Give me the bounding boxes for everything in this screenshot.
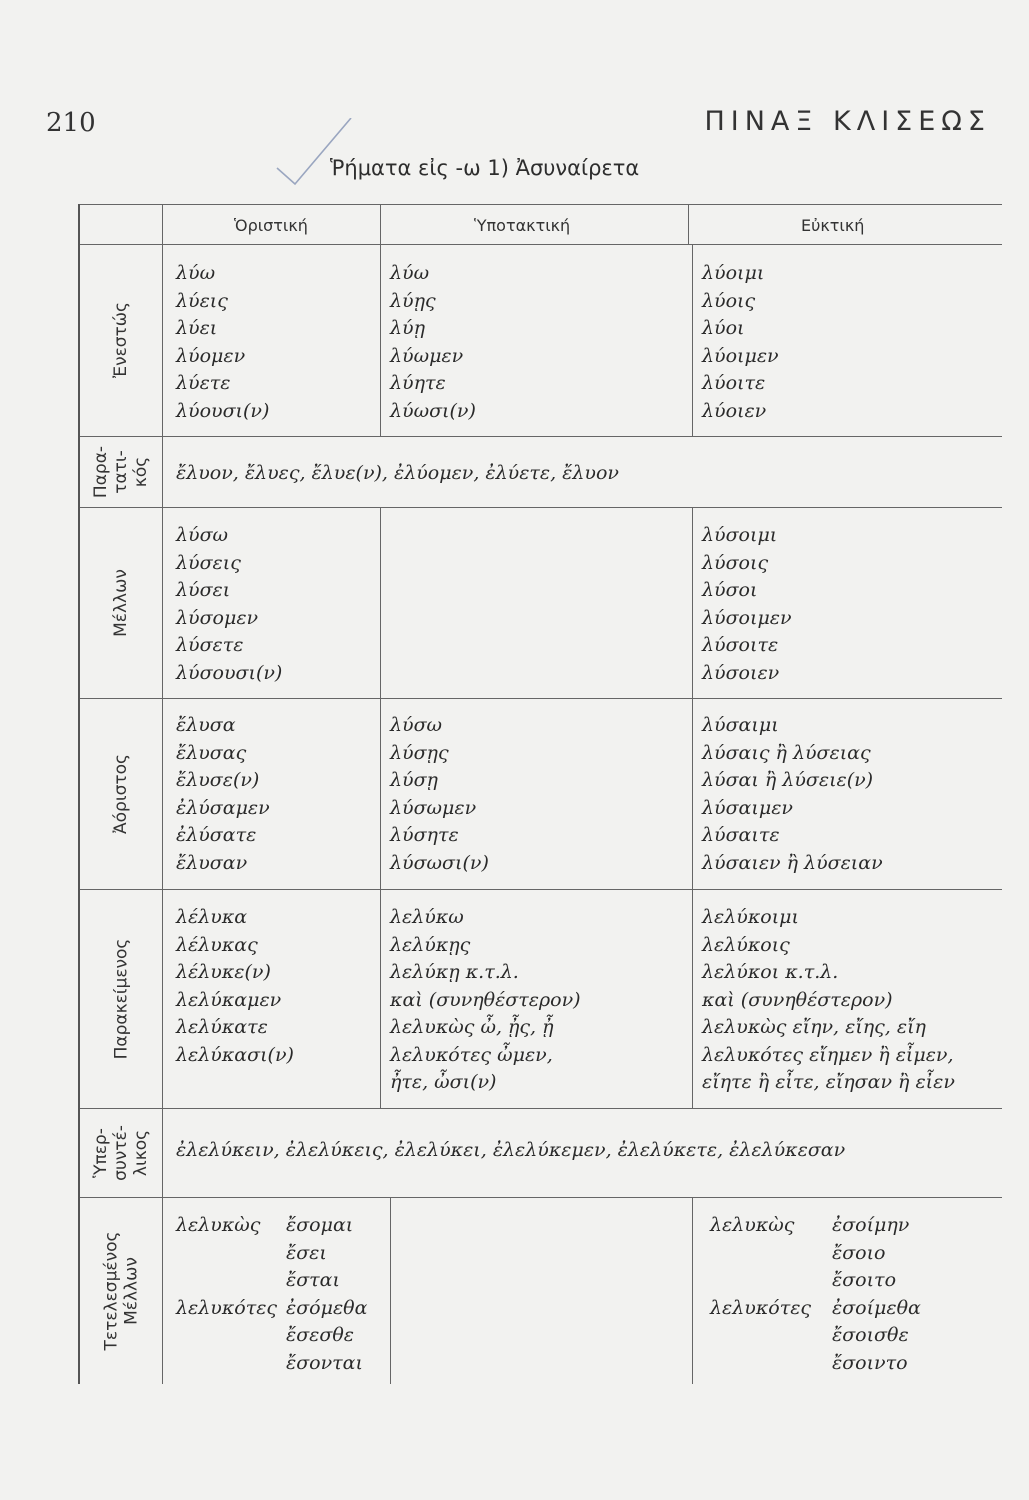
form: λύεις	[176, 289, 228, 312]
fp-line	[176, 1212, 386, 1240]
aux-form: ἐσόμεθα	[286, 1296, 368, 1319]
header-rule	[80, 244, 1002, 245]
form: λέλυκε(ν)	[176, 961, 271, 983]
future-perfect-optative	[710, 1212, 990, 1377]
future-optative	[702, 522, 792, 687]
row-label-pluperfect-text	[91, 1125, 151, 1181]
perfect-indicative	[176, 904, 294, 1069]
form: λύσωσι(ν)	[390, 851, 489, 874]
aorist-optative	[702, 712, 883, 877]
form: ἔλυσε(ν)	[176, 769, 260, 791]
pluperfect-rule	[80, 1197, 1002, 1198]
row-label-present	[80, 244, 162, 436]
perfect-subjunctive	[390, 904, 581, 1097]
form: ἐλύσαμεν	[176, 796, 270, 819]
aux-form: ἔσται	[286, 1269, 340, 1291]
row-label-perfect	[80, 889, 162, 1108]
aux-form: ἐσοίμην	[832, 1214, 910, 1236]
participle: λελυκότες	[176, 1296, 278, 1319]
row-label-imperfect-text	[91, 445, 151, 497]
fp-line	[176, 1295, 386, 1323]
form: λελύκατε	[176, 1016, 268, 1038]
row-label-perfect-text: Παρακείμενος	[111, 938, 132, 1059]
label-line: τατι-	[111, 449, 131, 494]
label-line: Τετελεσμένος	[101, 1231, 121, 1350]
label-line: λικος	[130, 1129, 151, 1176]
header-divider-1	[380, 204, 381, 244]
form: εἴητε ἢ εἶτε, εἴησαν ἢ εἶεν	[702, 1071, 955, 1093]
form: λελύκοις	[702, 933, 790, 956]
form: λύσαιμι	[702, 714, 779, 736]
form: λύοιεν	[702, 399, 767, 422]
form: λύοιτε	[702, 372, 766, 394]
aorist-subjunctive	[390, 712, 489, 877]
aux-form: ἔσομαι	[286, 1214, 354, 1236]
fp-line	[710, 1350, 990, 1378]
imperfect-forms: ἔλυον, ἔλυες, ἔλυε(ν), ἐλύομεν, ἐλύετε, ἔλυον	[176, 462, 619, 484]
row-label-future-perfect	[80, 1197, 162, 1384]
form: ἔλυσα	[176, 714, 236, 736]
form: λύσω	[390, 714, 443, 736]
fp-line	[176, 1267, 386, 1295]
form: ἔλυσας	[176, 741, 247, 764]
aux-form: ἔσοισθε	[832, 1324, 909, 1346]
form: λύητε	[390, 372, 446, 394]
fp-line	[710, 1295, 990, 1323]
aux-form: ἔσοιντο	[832, 1351, 908, 1374]
imperfect-rule	[80, 507, 1002, 508]
perfect-optative	[702, 904, 955, 1097]
form: λύωμεν	[390, 344, 464, 367]
form: λύσαι ἢ λύσειε(ν)	[702, 769, 874, 791]
aorist-rule	[80, 889, 1002, 890]
col-divider-futperf-1	[390, 1197, 391, 1384]
col-divider-perfect-2	[692, 889, 693, 1108]
form: λελυκότες ὦμεν,	[390, 1043, 553, 1066]
form: λελυκότες εἴημεν ἢ εἶμεν,	[702, 1043, 954, 1066]
table-top-rule	[80, 204, 1002, 205]
form: λύσαιμεν	[702, 796, 793, 819]
present-indicative	[176, 260, 269, 425]
future-perfect-indicative	[176, 1212, 386, 1377]
form: λύοιμεν	[702, 344, 779, 367]
col-divider-futperf-2	[692, 1197, 693, 1384]
form: λελύκῃς	[390, 933, 471, 956]
form: λύσητε	[390, 824, 459, 846]
form: λύσοιεν	[702, 661, 780, 684]
row-label-future-text: Μέλλων	[111, 568, 131, 637]
row-label-present-text: Ἐνεστώς	[111, 302, 131, 378]
form: καὶ (συνηθέστερον)	[702, 988, 893, 1011]
form: λύσοιμι	[702, 524, 778, 546]
column-header-indicative: Ὁριστική	[234, 216, 308, 235]
form: λέλυκας	[176, 933, 258, 956]
present-subjunctive	[390, 260, 476, 425]
form: λύοιμι	[702, 262, 765, 284]
form: λύσοις	[702, 551, 769, 574]
row-label-future	[80, 507, 162, 698]
column-header-subjunctive: Ὑποτακτική	[474, 216, 571, 235]
form: λύοις	[702, 289, 756, 312]
form: λύσοι	[702, 579, 758, 601]
form: λύῃ	[390, 317, 425, 339]
fp-line	[176, 1240, 386, 1268]
future-rule	[80, 698, 1002, 699]
page-number: 210	[46, 108, 96, 138]
col-divider-perfect-1	[380, 889, 381, 1108]
form: λύετε	[176, 372, 231, 394]
form: λύσωμεν	[390, 796, 477, 819]
form: λύω	[390, 262, 430, 284]
form: λελύκασι(ν)	[176, 1043, 294, 1066]
form: λύσετε	[176, 634, 244, 656]
row-label-imperfect	[80, 436, 162, 507]
present-rule	[80, 436, 1002, 437]
aux-form: ἔσονται	[286, 1351, 363, 1374]
aorist-indicative	[176, 712, 270, 877]
form: ἦτε, ὦσι(ν)	[390, 1071, 497, 1093]
perfect-rule	[80, 1108, 1002, 1109]
aux-form: ἔσει	[286, 1241, 327, 1264]
fp-line	[176, 1350, 386, 1378]
fp-line	[176, 1322, 386, 1350]
form: καὶ (συνηθέστερον)	[390, 988, 581, 1011]
present-optative	[702, 260, 779, 425]
form: λύσομεν	[176, 606, 259, 629]
label-line: Παρα-	[91, 445, 111, 498]
form: λύσῃς	[390, 741, 449, 764]
row-label-future-perfect-text	[101, 1231, 141, 1350]
form: λύσαιεν ἢ λύσειαν	[702, 851, 883, 874]
form: λύσουσι(ν)	[176, 661, 283, 684]
label-line: συντέ-	[110, 1124, 131, 1181]
fp-line	[710, 1267, 990, 1295]
label-line: Ὑπερ-	[90, 1127, 111, 1178]
fp-line	[710, 1212, 990, 1240]
col-divider-aorist-2	[692, 698, 693, 889]
form: λελυκὼς εἴην, εἴης, εἴη	[702, 1016, 926, 1038]
form: λύσοιτε	[702, 634, 779, 656]
col-divider-aorist-1	[380, 698, 381, 889]
aux-form: ἔσοιτο	[832, 1269, 897, 1291]
label-column-rule	[162, 204, 163, 1384]
form: λελύκοι κ.τ.λ.	[702, 961, 839, 983]
aux-form: ἔσοιο	[832, 1241, 886, 1264]
form: λύσαις ἢ λύσειας	[702, 741, 871, 764]
pluperfect-forms: ἐλελύκειν, ἐλελύκεις, ἐλελύκει, ἐλελύκεμεν, ἐλελύκετε, ἐλελύκεσαν	[176, 1139, 846, 1161]
row-label-pluperfect	[80, 1108, 162, 1197]
form: λέλυκα	[176, 906, 248, 928]
form: λύσει	[176, 579, 231, 601]
row-label-aorist-text: Ἀόριστος	[111, 753, 131, 834]
form: λελύκῃ κ.τ.λ.	[390, 961, 519, 983]
form: λύσω	[176, 524, 229, 546]
form: λύσεις	[176, 551, 241, 574]
form: λύω	[176, 262, 216, 284]
form: λύομεν	[176, 344, 246, 367]
form: λύῃς	[390, 289, 436, 312]
form: λύει	[176, 317, 218, 339]
col-divider-present-2	[692, 244, 693, 436]
form: λελύκω	[390, 906, 464, 928]
label-line: κός	[131, 456, 151, 487]
form: λύουσι(ν)	[176, 399, 270, 422]
conjugation-table	[78, 204, 1002, 1384]
row-label-aorist	[80, 698, 162, 889]
col-divider-present-1	[380, 244, 381, 436]
form: λύσαιτε	[702, 824, 780, 846]
section-subtitle: Ῥήματα εἰς -ω 1) Ἀσυναίρετα	[330, 156, 640, 180]
column-header-optative: Εὐκτική	[801, 216, 865, 235]
participle: λελυκὼς	[710, 1214, 795, 1236]
header-divider-2	[688, 204, 689, 244]
form: λύσῃ	[390, 769, 438, 791]
form: λύσοιμεν	[702, 606, 792, 629]
col-divider-future-2	[692, 507, 693, 698]
form: λελυκὼς ὦ, ᾖς, ᾖ	[390, 1016, 554, 1038]
fp-line	[710, 1322, 990, 1350]
fp-line	[710, 1240, 990, 1268]
aux-form: ἔσεσθε	[286, 1324, 354, 1346]
aux-form: ἐσοίμεθα	[832, 1296, 921, 1319]
form: ἔλυσαν	[176, 851, 248, 874]
future-indicative	[176, 522, 282, 687]
participle: λελυκότες	[710, 1296, 812, 1319]
form: λελύκαμεν	[176, 988, 282, 1011]
label-line: Μέλλων	[121, 1256, 141, 1325]
form: λελύκοιμι	[702, 906, 799, 928]
col-divider-future-1	[380, 507, 381, 698]
form: λύωσι(ν)	[390, 399, 476, 422]
form: λύοι	[702, 317, 745, 339]
form: ἐλύσατε	[176, 824, 257, 846]
participle: λελυκὼς	[176, 1214, 261, 1236]
running-head: ΠΙΝΑΞ ΚΛΙΣΕΩΣ	[704, 106, 991, 137]
